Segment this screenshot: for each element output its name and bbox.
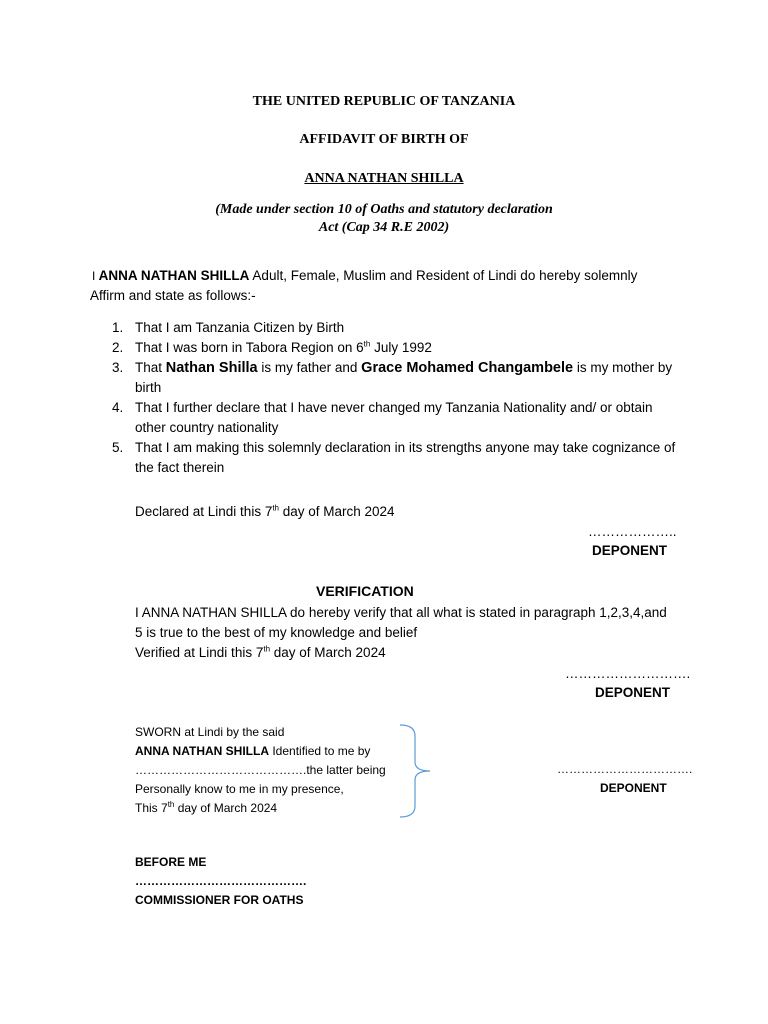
deponent-signature-line-3: …………………………….: [557, 762, 693, 776]
list-item-number: 4.: [112, 400, 124, 415]
list-item-number: 3.: [112, 360, 124, 375]
intro-name: ANNA NATHAN SHILLA: [98, 268, 250, 283]
list-item-text: That Nathan Shilla is my father and Grace Mohamed Changambele is my mother by birth: [135, 360, 673, 395]
deponent-name-heading: ANNA NATHAN SHILLA: [304, 171, 464, 186]
declared-line: Declared at Lindi this 7th day of March 2024: [135, 503, 395, 519]
statement-list: [112, 318, 682, 478]
list-item: [112, 438, 682, 478]
deponent-label-2: DEPONENT: [595, 685, 671, 700]
commissioner-label: COMMISSIONER FOR OATHS: [135, 893, 304, 907]
deponent-signature-line-1: ………………..: [588, 524, 677, 539]
father-name: Nathan Shilla: [165, 360, 258, 376]
list-item-number: 2.: [112, 340, 124, 355]
list-item: [112, 398, 682, 438]
list-item-text: That I am Tanzania Citizen by Birth: [135, 320, 345, 335]
list-item: [112, 318, 682, 338]
intro-rest: Adult, Female, Muslim and Resident of Lindi do hereby solemnly: [249, 268, 638, 283]
sworn-block: SWORN at Lindi by the said ANNA NATHAN SHILLA Identified to me by …………………………………….the latter being Personally know to me in my presence, This 7th day of March 2024: [135, 725, 386, 815]
list-item-text: That I am making this solemnly declaration in its strengths anyone may take cognizance of the fact therein: [135, 440, 676, 475]
list-item-number: 1.: [112, 320, 124, 335]
deponent-label-3: DEPONENT: [600, 781, 667, 795]
list-item: [112, 338, 682, 358]
mother-name: Grace Mohamed Changambele: [361, 360, 574, 376]
before-me-label: BEFORE ME: [135, 855, 207, 869]
intro-prefix: I: [92, 269, 99, 283]
made-under-line-1: (Made under section 10 of Oaths and statutory declaration: [215, 202, 553, 217]
intro-line-1: [92, 266, 692, 286]
commissioner-signature-line: …………………………………….: [135, 874, 307, 888]
republic-heading: THE UNITED REPUBLIC OF TANZANIA: [252, 94, 516, 109]
deponent-signature-line-2: ……………………….: [565, 666, 691, 681]
list-item: [112, 358, 682, 398]
deponent-label-1: DEPONENT: [592, 543, 668, 558]
list-item-text: That I further declare that I have never changed my Tanzania Nationality and/ or obtain other country nationality: [135, 400, 653, 435]
verification-title: VERIFICATION: [316, 583, 414, 599]
intro-paragraph: [92, 266, 692, 306]
right-brace-icon: [398, 722, 438, 820]
intro-line-2: Affirm and state as follows:-: [90, 288, 256, 303]
verification-text: I ANNA NATHAN SHILLA do hereby verify that all what is stated in paragraph 1,2,3,4,and 5 is true to the best of my knowledge and belief Verified at Lindi this 7th day of March 2024: [135, 605, 667, 660]
affidavit-heading: AFFIDAVIT OF BIRTH OF: [299, 132, 469, 147]
made-under-line-2: Act (Cap 34 R.E 2002): [318, 220, 450, 235]
list-item-number: 5.: [112, 440, 124, 455]
list-item-text: That I was born in Tabora Region on 6th July 1992: [135, 339, 432, 355]
sworn-name: ANNA NATHAN SHILLA: [135, 744, 269, 758]
